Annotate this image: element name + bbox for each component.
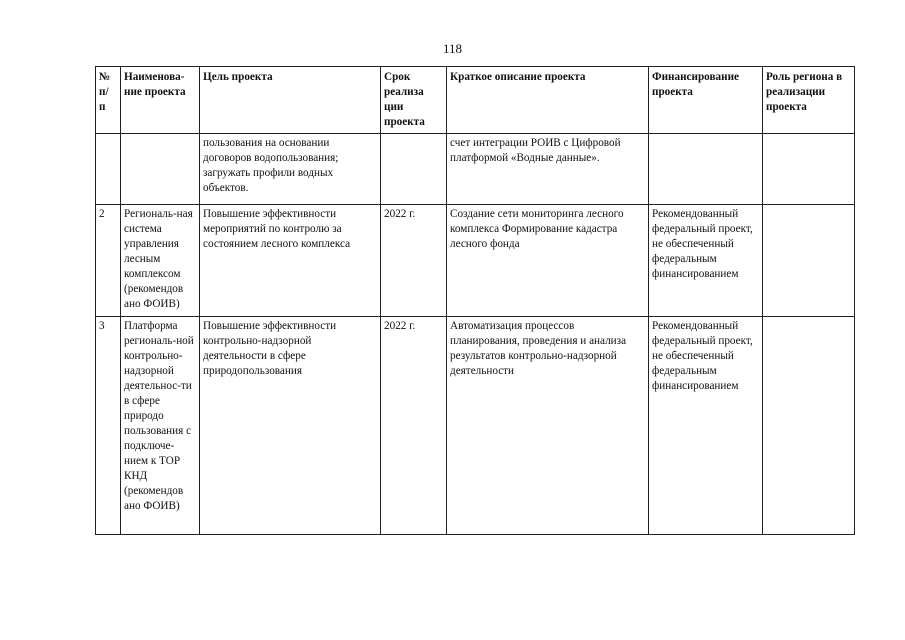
table-header-row bbox=[96, 67, 855, 134]
header-goal: Цель проекта bbox=[200, 67, 381, 134]
row-goal: Повышение эффективности контрольно-надзорной деятельности в сфере природопользования bbox=[200, 317, 381, 535]
row-description: Автоматизация процессов планирования, проведения и анализа результатов контрольно-надзорной деятельности bbox=[447, 317, 649, 535]
row-role bbox=[763, 205, 855, 317]
header-role: Роль региона в реализации проекта bbox=[763, 67, 855, 134]
row-financing: Рекомендованный федеральный проект, не обеспеченный федеральным финансированием bbox=[649, 317, 763, 535]
row-financing: Рекомендованный федеральный проект, не обеспеченный федеральным финансированием bbox=[649, 205, 763, 317]
row-goal: пользования на основании договоров водопользования; загружать профили водных объектов. bbox=[200, 134, 381, 205]
row-term bbox=[381, 134, 447, 205]
header-term: Срок реализа ции проекта bbox=[381, 67, 447, 134]
projects-table bbox=[95, 66, 855, 535]
row-description: счет интеграции РОИВ с Цифровой платформой «Водные данные». bbox=[447, 134, 649, 205]
table-row bbox=[96, 317, 855, 535]
table-row bbox=[96, 205, 855, 317]
row-num: 2 bbox=[96, 205, 121, 317]
row-goal: Повышение эффективности мероприятий по контролю за состоянием лесного комплекса bbox=[200, 205, 381, 317]
page-number: 118 bbox=[442, 41, 463, 56]
row-term: 2022 г. bbox=[381, 205, 447, 317]
row-num: 3 bbox=[96, 317, 121, 535]
table-row bbox=[96, 134, 855, 205]
row-term: 2022 г. bbox=[381, 317, 447, 535]
row-financing bbox=[649, 134, 763, 205]
header-description: Краткое описание проекта bbox=[447, 67, 649, 134]
row-name: Платформа региональ-ной контрольно-надзорной деятельнос-ти в сфере природо пользования с подключе-нием к ТОР КНД (рекомендов ано ФОИВ) bbox=[121, 317, 200, 535]
row-num bbox=[96, 134, 121, 205]
row-name: Региональ-ная система управления лесным комплексом (рекомендов ано ФОИВ) bbox=[121, 205, 200, 317]
row-role bbox=[763, 317, 855, 535]
row-role bbox=[763, 134, 855, 205]
row-name bbox=[121, 134, 200, 205]
header-financing: Финансирование проекта bbox=[649, 67, 763, 134]
header-name: Наименова-ние проекта bbox=[121, 67, 200, 134]
row-description: Создание сети мониторинга лесного комплекса Формирование кадастра лесного фонда bbox=[447, 205, 649, 317]
header-num: № п/ п bbox=[96, 67, 121, 134]
